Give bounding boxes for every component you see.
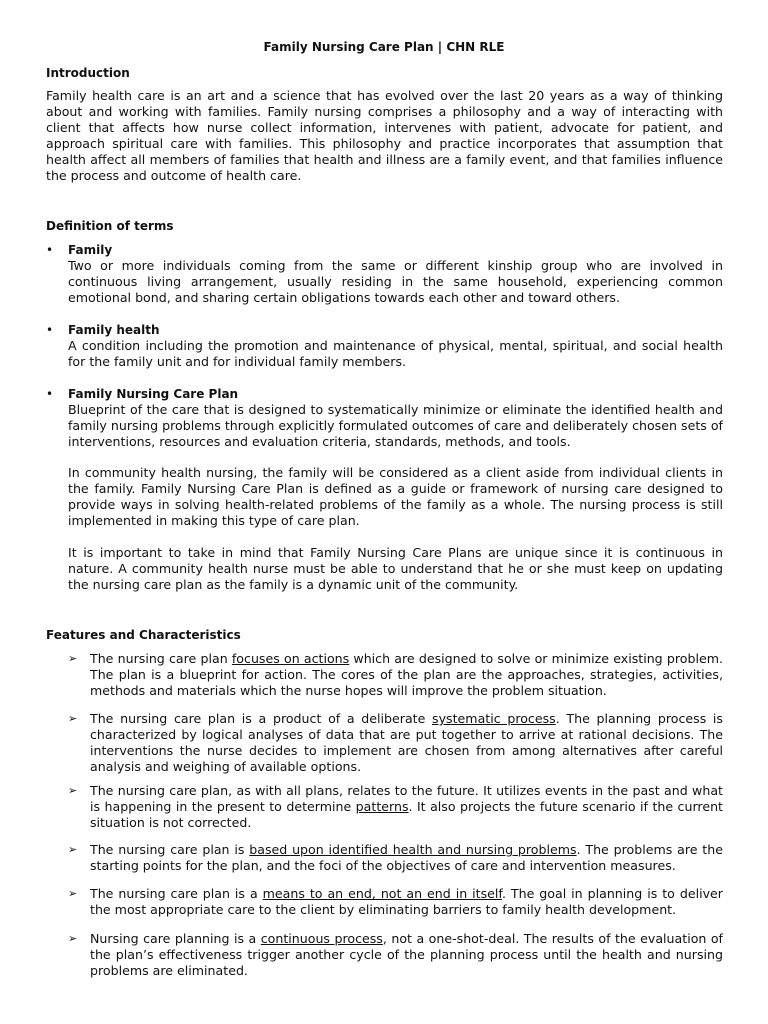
definition-term-family-health	[46, 322, 160, 338]
unique-paragraph: It is important to take in mind that Family Nursing Care Plans are unique since it is continuous in nature. A community health nurse must be able to understand that he or she must keep on updating the nursing care plan as the family is a dynamic unit of the community.	[68, 545, 723, 592]
introduction-heading: Introduction	[46, 66, 130, 80]
bullet-icon: •	[46, 243, 54, 257]
bullet-icon: •	[46, 323, 54, 337]
underlined-phrase: systematic process	[432, 711, 556, 726]
page-title: Family Nursing Care Plan | CHN RLE	[263, 40, 505, 54]
introduction-paragraph: Family health care is an art and a science that has evolved over the last 20 years as a way of thinking about and working with families. Family nursing comprises a philosophy and a way of interacting with client that affects how nurse collect information, intervenes with patient, advocate for patient, and approach spiritual care with families. This philosophy and practice incorporates that assumption that health affect all members of families that health and illness are a family event, and that families influence the process and outcome of health care.	[46, 88, 723, 183]
arrow-bullet-icon: ➢	[68, 784, 78, 797]
definition-term-fncp	[46, 386, 238, 402]
feature-text: The nursing care plan focuses on actions which are designed to solve or minimize existing problem. The plan is a blueprint for action. The cores of the plan are the approaches, strategies, activities, methods and materials which the nurse hopes will improve the problem situation.	[90, 651, 723, 698]
term-label: Family health	[68, 323, 160, 337]
underlined-phrase: based upon identified health and nursing problems	[249, 842, 577, 857]
feature-text: The nursing care plan, as with all plans, relates to the future. It utilizes events in the past and what is happening in the present to determine patterns. It also projects the future scenario if the current situation is not corrected.	[90, 783, 723, 830]
term-label: Family	[68, 243, 113, 257]
arrow-bullet-icon: ➢	[68, 843, 78, 856]
term-label: Family Nursing Care Plan	[68, 387, 239, 401]
feature-text: The nursing care plan is based upon identified health and nursing problems. The problems are the starting points for the plan, and the foci of the objectives of care and intervention measures.	[90, 842, 723, 873]
underlined-phrase: patterns	[355, 799, 409, 814]
arrow-bullet-icon: ➢	[68, 887, 78, 900]
definition-text-family-health: A condition including the promotion and maintenance of physical, mental, spiritual, and social health for the family unit and for individual family members.	[68, 338, 723, 369]
definition-text-family: Two or more individuals coming from the same or different kinship group who are involved in continuous living arrangement, usually residing in the same household, experiencing common emotional bond, and sharing certain obligations towards each other and toward others.	[68, 258, 723, 305]
feature-text: The nursing care plan is a means to an end, not an end in itself. The goal in planning is to deliver the most appropriate care to the client by eliminating barriers to family health development.	[90, 886, 723, 917]
definition-text-fncp: Blueprint of the care that is designed to systematically minimize or eliminate the identified health and family nursing problems through explicitly formulated outcomes of care and deliberately chosen sets of interventions, resources and evaluation criteria, standards, methods, and tools.	[68, 402, 723, 449]
community-paragraph: In community health nursing, the family will be considered as a client aside from individual clients in the family. Family Nursing Care Plan is defined as a guide or framework of nursing care designed to provide ways in solving health-related problems of the family as a whole. The nursing process is still implemented in making this type of care plan.	[68, 465, 723, 528]
definitions-heading: Definition of terms	[46, 219, 174, 233]
underlined-phrase: means to an end, not an end in itself	[262, 886, 502, 901]
feature-text: Nursing care planning is a continuous process, not a one-shot-deal. The results of the evaluation of the plan’s effectiveness trigger another cycle of the planning process until the health and nursing problems are eliminated.	[90, 931, 723, 978]
feature-text: The nursing care plan is a product of a deliberate systematic process. The planning process is characterized by logical analyses of data that are put together to arrive at rational decisions. The interventions the nurse decides to implement are chosen from among alternatives after careful analysis and weighing of available options.	[90, 711, 723, 774]
bullet-icon: •	[46, 387, 54, 401]
arrow-bullet-icon: ➢	[68, 652, 78, 665]
definition-term-family	[46, 242, 112, 258]
underlined-phrase: continuous process	[260, 931, 383, 946]
underlined-phrase: focuses on actions	[231, 651, 350, 666]
arrow-bullet-icon: ➢	[68, 712, 78, 725]
arrow-bullet-icon: ➢	[68, 932, 78, 945]
features-heading: Features and Characteristics	[46, 628, 241, 642]
